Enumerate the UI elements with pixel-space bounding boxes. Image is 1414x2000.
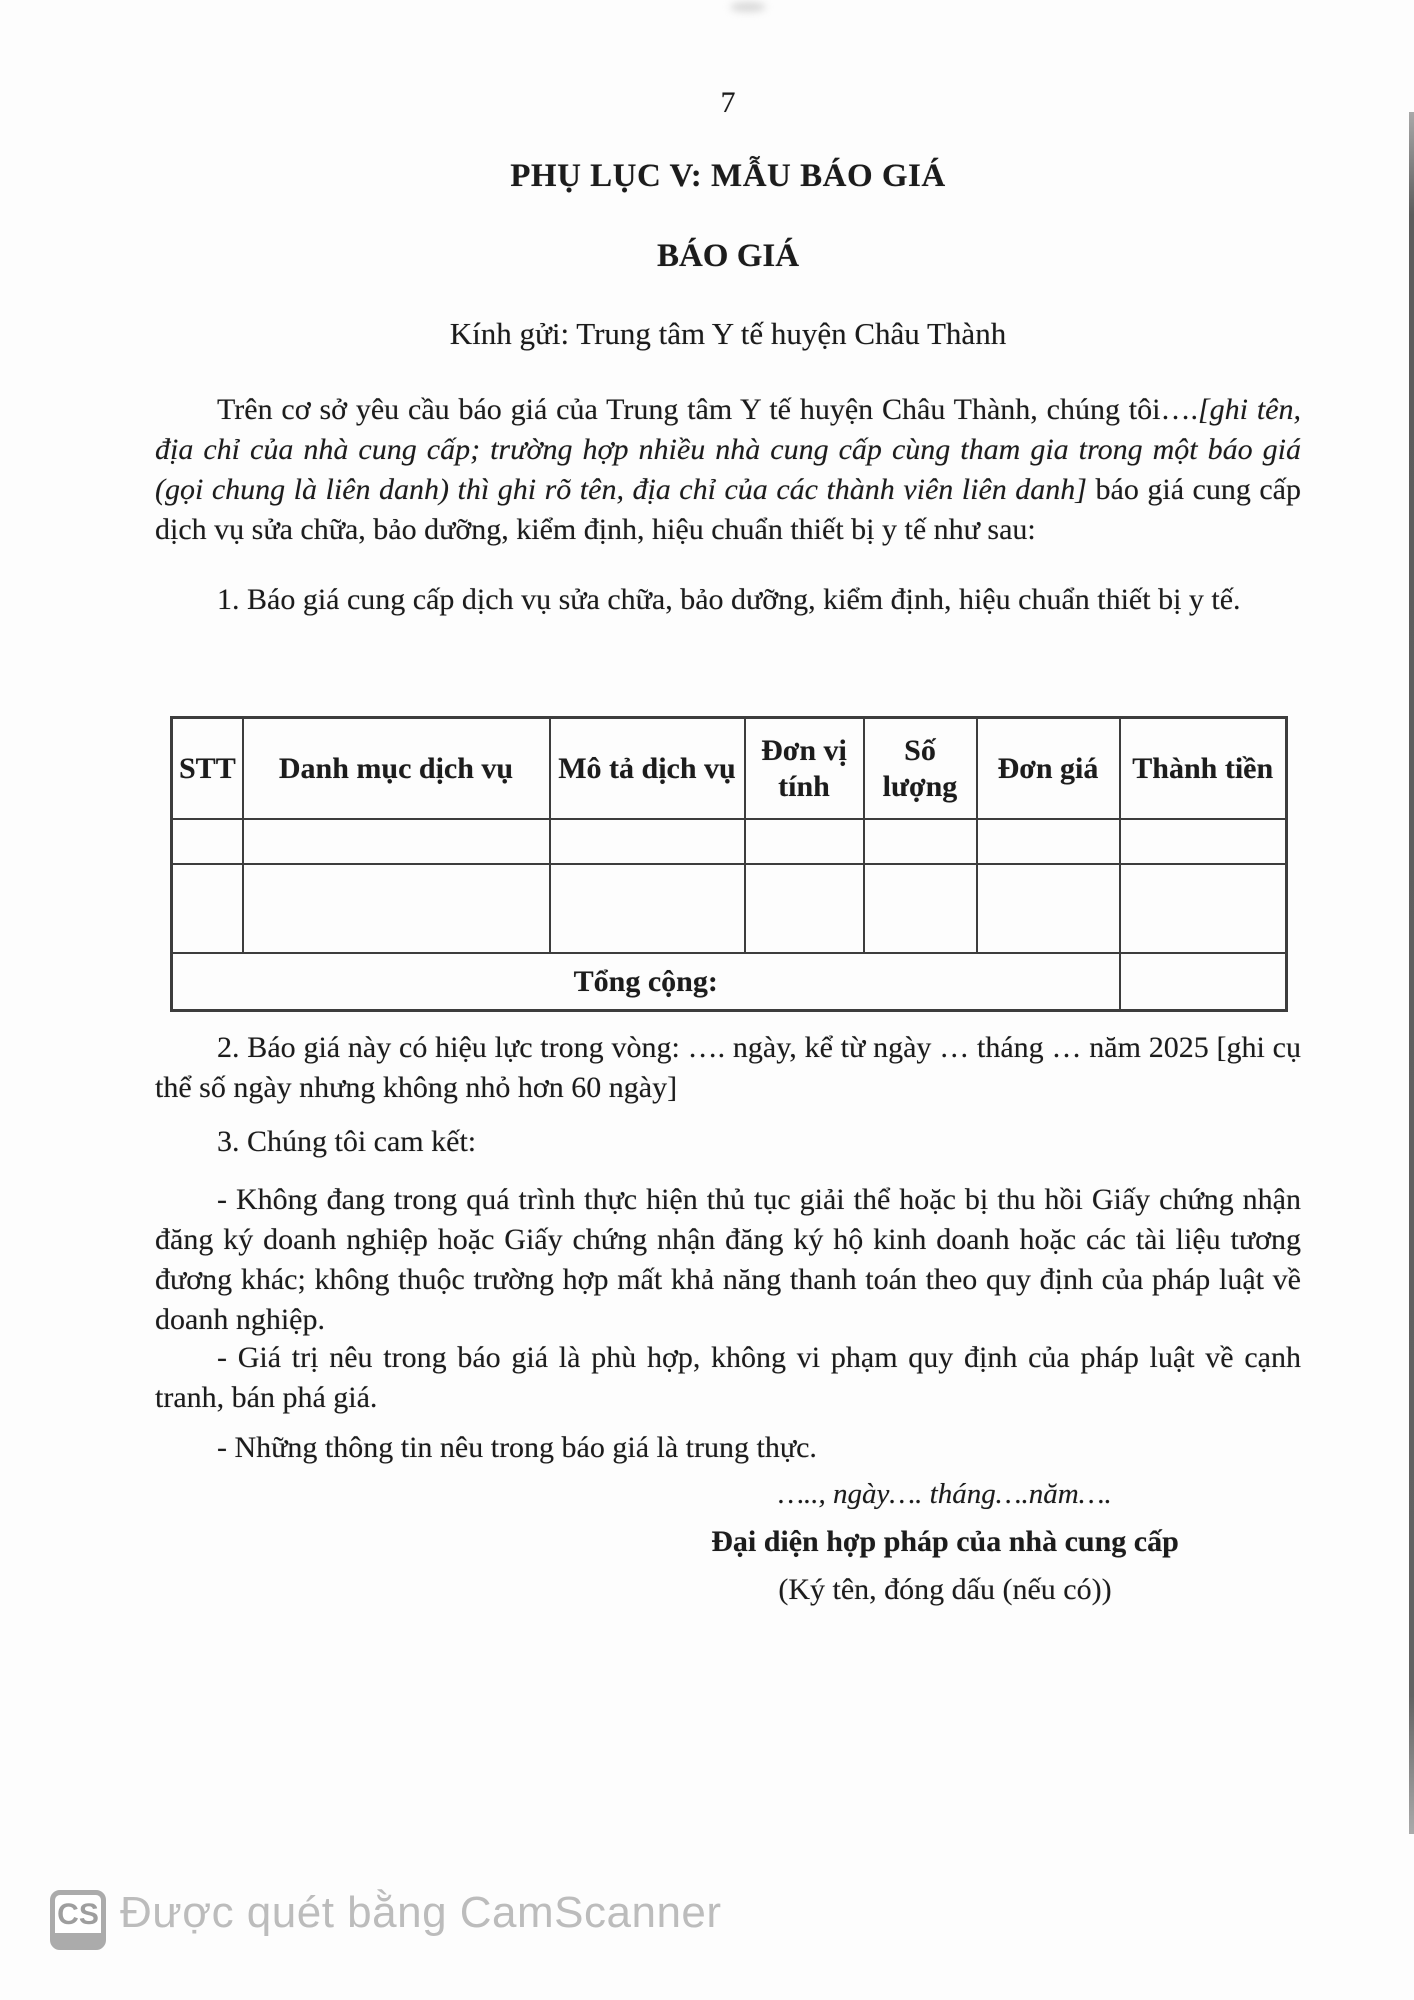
salutation-line: Kính gửi: Trung tâm Y tế huyện Châu Thành — [449, 316, 1007, 351]
intro-tail: báo giá cung cấp dịch vụ sửa chữa, bảo dưỡng, kiểm định, hiệu chuẩn thiết bị y tế như sau: — [155, 473, 1301, 546]
scan-smudge-artifact — [730, 2, 766, 12]
document-subtitle: BÁO GIÁ — [656, 238, 800, 274]
camscanner-icon-bar — [54, 1933, 102, 1946]
intro-lead: Trên cơ sở yêu cầu báo giá của Trung tâm Y tế huyện Châu Thành, chúng tôi…. — [217, 393, 1198, 426]
camscanner-text: Được quét bằng CamScanner — [120, 1888, 722, 1937]
signature-title: Đại diện hợp pháp của nhà cung cấp — [711, 1525, 1179, 1558]
scan-edge-artifact — [1409, 112, 1414, 1834]
table-total-row — [172, 953, 1287, 1011]
signature-block — [625, 1478, 1265, 1607]
item-3-paragraph: 3. Chúng tôi cam kết: — [217, 1125, 477, 1158]
col-header-so-luong: Số lượng — [864, 718, 977, 820]
total-value-cell — [1120, 953, 1287, 1011]
commitment-1: - Không đang trong quá trình thực hiện thủ tục giải thể hoặc bị thu hồi Giấy chứng nhận đăng ký doanh nghiệp hoặc Giấy chứng nhận đăng ký hộ kinh doanh hoặc các tài liệu tương đương khác; không thuộc trường hợp mất khả năng thanh toán theo quy định của pháp luật về doanh nghiệp. — [155, 1183, 1301, 1336]
commitment-2: - Giá trị nêu trong báo giá là phù hợp, không vi phạm quy định của pháp luật về cạnh tranh, bán phá giá. — [155, 1341, 1301, 1414]
quotation-table — [170, 716, 1288, 1012]
table-header-row — [172, 718, 1287, 820]
col-header-stt: STT — [172, 718, 243, 820]
camscanner-icon — [50, 1890, 106, 1950]
appendix-title: PHỤ LỤC V: MẪU BÁO GIÁ — [510, 158, 946, 194]
camscanner-icon-label: CS — [57, 1898, 99, 1931]
commitment-3: - Những thông tin nêu trong báo giá là trung thực. — [217, 1431, 817, 1464]
col-header-don-gia: Đơn giá — [977, 718, 1120, 820]
signature-note: (Ký tên, đóng dấu (nếu có)) — [778, 1573, 1112, 1606]
col-header-danh-muc: Danh mục dịch vụ — [243, 718, 550, 820]
intro-paragraph — [155, 390, 1301, 550]
col-header-thanh-tien: Thành tiền — [1120, 718, 1287, 820]
intro-placeholder-italic: [ghi tên, địa chỉ của nhà cung cấp; trường hợp nhiều nhà cung cấp cùng tham gia trong một báo giá (gọi chung là liên danh) thì ghi rõ tên, địa chỉ của các thành viên liên danh] — [155, 393, 1301, 506]
col-header-don-vi: Đơn vị tính — [745, 718, 864, 820]
item-2-paragraph: 2. Báo giá này có hiệu lực trong vòng: …. ngày, kể từ ngày … tháng … năm 2025 [ghi cụ thể số ngày nhưng không nhỏ hơn 60 ngày] — [155, 1031, 1301, 1104]
table-row — [172, 864, 1287, 953]
table-row — [172, 819, 1287, 864]
total-label-cell: Tổng cộng: — [172, 953, 1120, 1011]
signature-date-line: ….., ngày…. tháng….năm…. — [778, 1478, 1112, 1510]
col-header-mo-ta: Mô tả dịch vụ — [550, 718, 745, 820]
item-1-paragraph: 1. Báo giá cung cấp dịch vụ sửa chữa, bảo dưỡng, kiểm định, hiệu chuẩn thiết bị y tế. — [217, 583, 1241, 616]
page-number: 7 — [720, 86, 736, 119]
